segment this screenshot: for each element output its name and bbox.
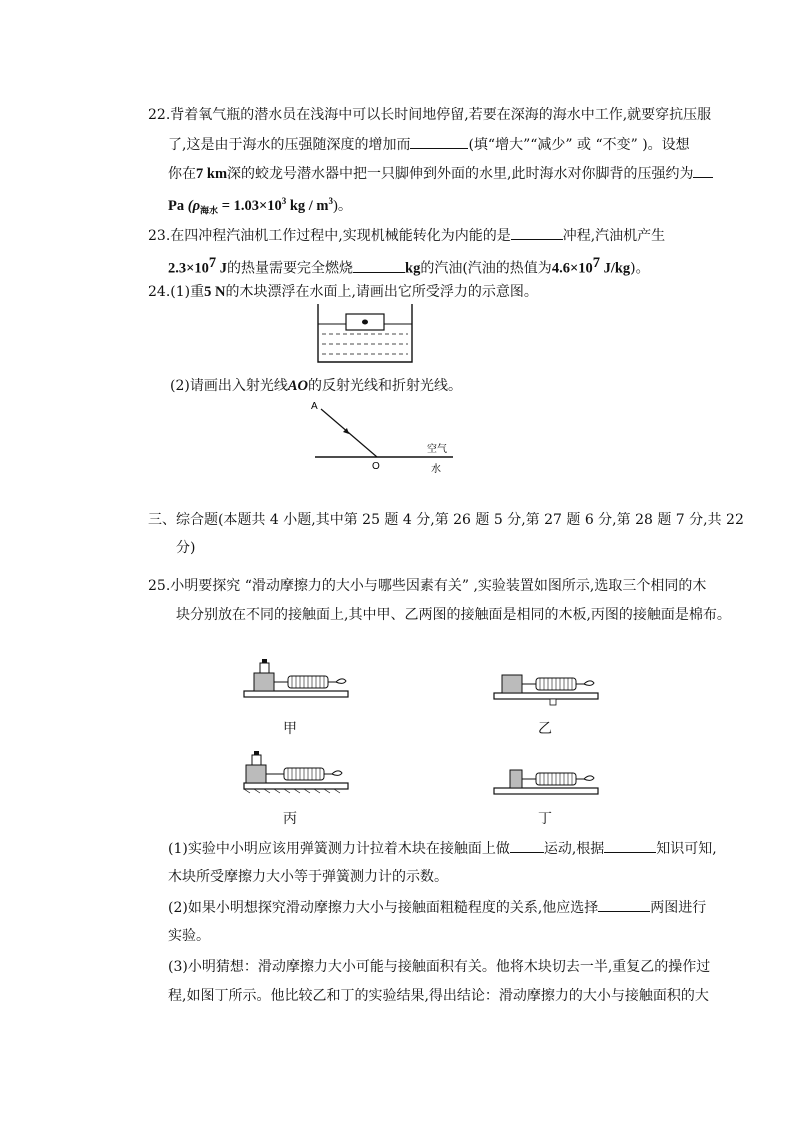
q25-sub1-text-b: 运动,根据 [543,841,605,857]
q22-exp: 3 [281,196,287,206]
q25-sub2-text-a: (2)如果小明想探究滑动摩擦力大小与接触面粗糙程度的关系,他应选择 [168,900,599,916]
q22-units: kg / m [286,197,329,214]
weight [260,663,269,673]
q22-end: )。 [333,197,353,214]
q23-heat-unit: J [216,260,228,277]
q22-line3-text-b: 深的蛟龙号潜水器中把一只脚伸到外面的水里,此时海水对你脚背的压强约为 [227,166,694,182]
cloth-surface [244,783,348,789]
label-air: 空气 [427,444,447,455]
incident-ray [321,409,377,457]
q25-sub1-text-c: 知识可知, [656,841,717,857]
weight-knob [262,659,267,663]
q22-line3 [168,163,713,184]
q23-blank-2[interactable] [353,258,405,273]
hand-icon [576,776,594,781]
board [494,693,598,699]
q25-sub1-line2: 木块所受摩擦力大小等于弹簧测力计的示数。 [168,869,448,885]
q25-blank-2[interactable] [604,838,656,853]
q23-q-exp: 7 [592,255,600,271]
q23-kg: kg [405,260,421,277]
half-wood-block [510,770,522,788]
q23-line2-text-a: 的热量需要完全燃烧 [227,260,354,277]
q23-q-unit: J/kg [599,260,631,277]
q23-heat-exp: 7 [208,255,217,271]
q25-line1: 25.小明要探究 “滑动摩擦力的大小与哪些因素有关” ,实验装置如图所示,选取三个相同的木 [148,578,707,594]
q22-blank-1[interactable] [410,134,468,149]
q25-sub2-line2: 实验。 [168,928,210,944]
q24-part2 [170,376,462,396]
weight [252,755,261,765]
q25-line2: 块分别放在不同的接触面上,其中甲、乙两图的接触面是相同的木板,丙图的接触面是棉布。 [176,607,731,623]
label-A: A [311,401,318,412]
q25-sub1-text-a: (1)实验中小明应该用弹簧测力计拉着木块在接触面上做 [168,841,510,857]
q22-rho-sub: 海水 [200,205,219,216]
q25-sub2-line1 [168,897,706,918]
q22-line2 [168,134,690,155]
wood-block [246,765,266,783]
beaker-outline [318,304,412,362]
q23-end: )。 [630,260,650,277]
caption-ding: 丁 [538,811,552,827]
q24-part1-text-b: 的木块漂浮在水面上,请画出它所受浮力的示意图。 [225,284,538,300]
wood-block [502,675,522,693]
hand-icon [324,771,342,776]
q22-depth: 7 km [196,166,228,182]
q23-line1 [148,225,665,246]
q24-part1 [148,282,538,302]
q25-blank-1[interactable] [510,838,544,853]
section3-line2: 分) [176,540,196,556]
section3-line1: 三、综合题(本题共 4 小题,其中第 25 题 4 分,第 26 题 5 分,第 27 题 6 分,第 28 题 7 分,共 22 [148,512,744,528]
q24-ray: AO [287,378,308,394]
caption-yi: 乙 [538,721,552,737]
q24-part1-text-a: 24.(1)重 [148,284,205,300]
board [244,691,348,697]
q25-blank-3[interactable] [598,897,650,912]
light-ray-diagram [305,395,465,477]
board [494,788,598,794]
q22-line1: 22.背着氧气瓶的潜水员在浅海中可以长时间地停留,若要在深海的海水中工作,就要穿抗压服 [148,107,712,123]
q23-line2-text-b: 的汽油(汽油的热值为 [420,260,552,277]
q22-line3-text-a: 你在 [168,166,196,182]
q23-heat: 2.3×10 [168,260,209,277]
hand-icon [576,681,594,686]
figure-ding [490,760,602,802]
q22-blank-2[interactable] [693,163,713,178]
label-O: O [372,461,380,472]
hand-icon [328,679,346,684]
q25-sub1-line1 [168,838,717,859]
q25-sub3-line2: 程,如图丁所示。他比较乙和丁的实验结果,得出结论：滑动摩擦力的大小与接触面积的大 [168,988,709,1004]
q23-line1-text-a: 23.在四冲程汽油机工作过程中,实现机械能转化为内能的是 [148,228,511,244]
figure-bing [240,745,352,795]
block-center-dot [362,320,368,325]
q24-weight: 5 N [204,284,226,300]
q22-line2-text-b: (填“增大”“减少” 或 “不变” )。设想 [468,137,690,153]
q23-line2 [168,253,650,279]
q22-unit: Pa [168,197,185,214]
wood-block [254,673,274,691]
q22-eq: = 1.03×10 [218,197,282,214]
q24-part2-text-b: 的反射光线和折射光线。 [308,378,462,394]
beaker-diagram [310,300,420,368]
support [550,699,556,705]
q23-line1-text-b: 冲程,汽油机产生 [562,228,666,244]
q25-sub2-text-b: 两图进行 [650,900,707,916]
q23-q: 4.6×10 [551,260,593,277]
figure-jia [240,655,352,701]
weight-knob [254,751,259,755]
q22-line4 [168,191,352,221]
q23-blank-1[interactable] [511,225,563,240]
caption-bing: 丙 [283,811,297,827]
figure-yi [490,665,602,711]
q22-units-exp: 3 [328,196,334,206]
q22-line2-text-a: 了,这是由于海水的压强随深度的增加而 [168,137,411,153]
q22-rho: (ρ [187,197,201,214]
q25-sub3-line1: (3)小明猜想：滑动摩擦力大小可能与接触面积有关。他将木块切去一半,重复乙的操作过 [168,959,711,975]
q24-part2-text-a: (2)请画出入射光线 [170,378,288,394]
label-water: 水 [431,464,441,475]
caption-jia: 甲 [283,721,297,737]
